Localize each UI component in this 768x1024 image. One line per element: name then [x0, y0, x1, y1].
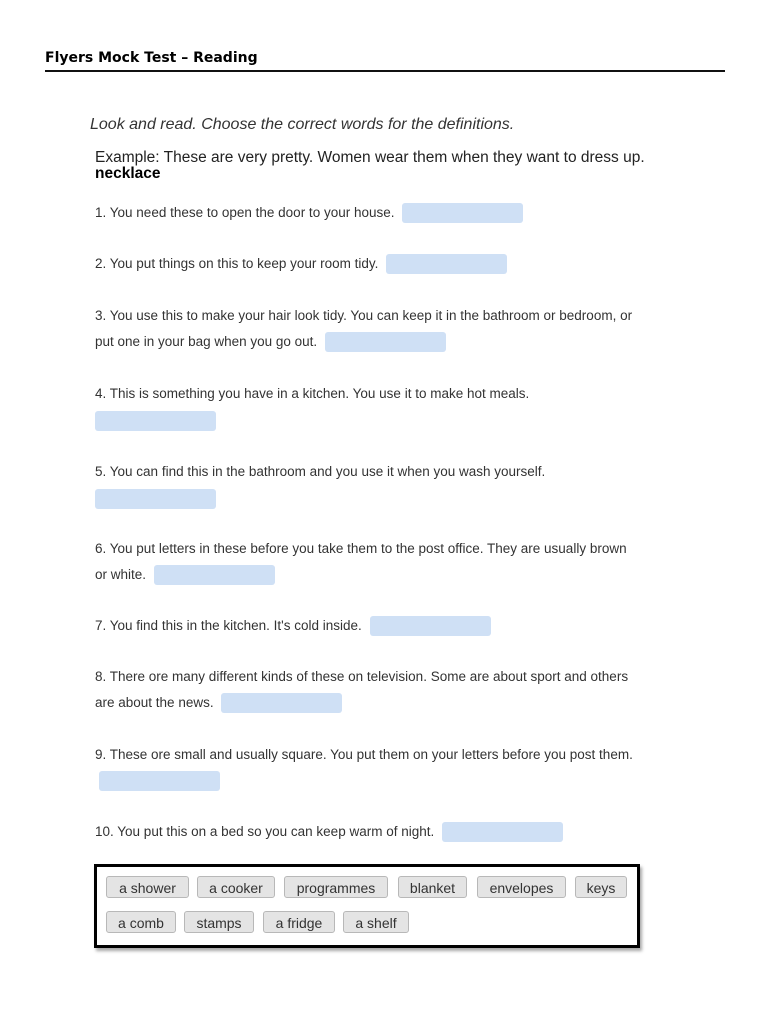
answer-box-9[interactable] — [99, 771, 220, 791]
question-7 — [95, 613, 640, 639]
word-chip[interactable]: envelopes — [477, 876, 566, 898]
question-1 — [95, 200, 640, 226]
question-text: 5. You can find this in the bathroom and you use it when you wash yourself. — [95, 464, 546, 479]
example-text: Example: These are very pretty. Women wear them when they want to dress up. — [95, 149, 645, 166]
word-bank — [94, 864, 640, 948]
question-text: 4. This is something you have in a kitchen. You use it to make hot meals. — [95, 386, 530, 401]
page-header — [45, 49, 725, 72]
question-text: 9. These ore small and usually square. You put them on your letters before you post them. — [95, 747, 633, 762]
question-text: 3. You use this to make your hair look tidy. You can keep it in the bathroom or bedroom, or put one in your bag when you go out. — [95, 308, 633, 349]
answer-box-8[interactable] — [221, 693, 342, 713]
question-text: 10. You put this on a bed so you can keep warm of night. — [95, 824, 435, 839]
page-title: Flyers Mock Test – Reading — [45, 50, 258, 66]
word-chip[interactable]: a shower — [106, 876, 189, 898]
question-text: 6. You put letters in these before you take them to the post office. They are usually brown or white. — [95, 541, 627, 582]
question-10 — [95, 819, 640, 845]
word-chip[interactable]: programmes — [284, 876, 388, 898]
question-2 — [95, 251, 640, 277]
word-chip[interactable]: a cooker — [197, 876, 275, 898]
answer-box-1[interactable] — [402, 203, 523, 223]
word-chip[interactable]: a comb — [106, 911, 176, 933]
answer-box-3[interactable] — [325, 332, 446, 352]
answer-box-7[interactable] — [370, 616, 491, 636]
question-text: 1. You need these to open the door to your house. — [95, 205, 395, 220]
question-8 — [95, 664, 640, 716]
question-9 — [95, 742, 640, 794]
question-5 — [95, 459, 640, 509]
answer-box-6[interactable] — [154, 565, 275, 585]
instructions: Look and read. Choose the correct words for the definitions. — [90, 116, 515, 133]
word-chip[interactable]: blanket — [398, 876, 467, 898]
answer-box-2[interactable] — [386, 254, 507, 274]
question-4 — [95, 381, 640, 431]
question-text: 2. You put things on this to keep your room tidy. — [95, 256, 379, 271]
answer-box-10[interactable] — [442, 822, 563, 842]
question-text: 8. There ore many different kinds of these on television. Some are about sport and others are about the news. — [95, 669, 629, 710]
word-chip[interactable]: a shelf — [343, 911, 409, 933]
question-text: 7. You find this in the kitchen. It's cold inside. — [95, 618, 362, 633]
word-chip[interactable]: stamps — [184, 911, 254, 933]
word-chip[interactable]: a fridge — [263, 911, 335, 933]
word-chip[interactable]: keys — [575, 876, 627, 898]
answer-box-5[interactable] — [95, 489, 216, 509]
answer-box-4[interactable] — [95, 411, 216, 431]
question-3 — [95, 303, 640, 355]
example — [95, 150, 655, 182]
question-6 — [95, 536, 640, 588]
example-answer: necklace — [95, 165, 161, 182]
